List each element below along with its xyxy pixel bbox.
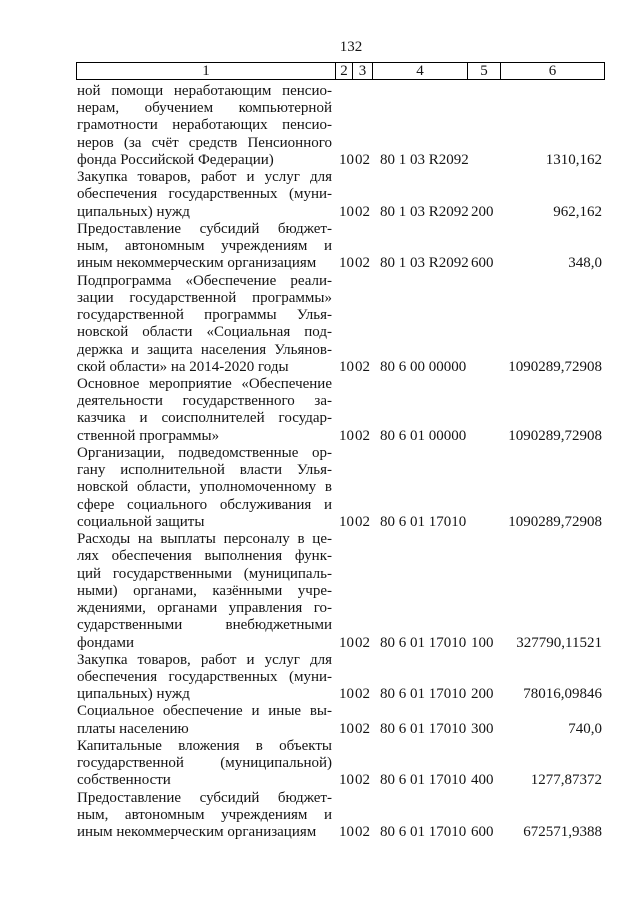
amount-value: 1277,87372 bbox=[530, 772, 602, 789]
section-code: 10 bbox=[339, 358, 354, 375]
description-line: новской области, уполномоченному в bbox=[77, 479, 332, 496]
description-line: обеспечения государственных (муни- bbox=[77, 186, 332, 203]
description-line: иным некоммерческим организациям bbox=[77, 255, 317, 272]
subsection-code: 02 bbox=[355, 720, 370, 737]
amount-value: 1090289,72908 bbox=[508, 427, 602, 444]
description-line: ным, автономным учреждениям и bbox=[77, 806, 332, 823]
description-line: Закупка товаров, работ и услуг для bbox=[77, 169, 332, 186]
subsection-code: 02 bbox=[355, 513, 370, 530]
section-code: 10 bbox=[339, 427, 354, 444]
description-line: Предоставление субсидий бюджет- bbox=[77, 789, 332, 806]
column-header-2: 2 bbox=[335, 63, 352, 79]
description-line: Капитальные вложения в объекты bbox=[77, 737, 332, 754]
description-line: зации государственной программы» bbox=[77, 289, 332, 306]
subsection-code: 02 bbox=[355, 151, 370, 168]
subsection-code: 02 bbox=[355, 772, 370, 789]
amount-value: 1090289,72908 bbox=[508, 358, 602, 375]
description-line: ций государственными (муниципаль- bbox=[77, 565, 332, 582]
row-codes bbox=[0, 204, 640, 221]
target-article-code: 80 6 01 17010 bbox=[380, 720, 467, 737]
target-article-code: 80 6 01 17010 bbox=[380, 686, 467, 703]
target-article-code: 80 6 01 17010 bbox=[380, 634, 467, 651]
description-line: обеспечения государственных (муни- bbox=[77, 668, 332, 685]
table-body bbox=[0, 83, 640, 841]
description-line: Предоставление субсидий бюджет- bbox=[77, 220, 332, 237]
description-line: нерам, обучением компьютерной bbox=[77, 100, 332, 117]
description-line: Социальное обеспечение и иные вы- bbox=[77, 703, 332, 720]
description-line: фондами bbox=[77, 634, 135, 651]
description-line: Подпрограмма «Обеспечение реали- bbox=[77, 272, 332, 289]
description-line: фонда Российской Федерации) bbox=[77, 151, 274, 168]
target-article-code: 80 6 01 17010 bbox=[380, 824, 467, 841]
expense-type-code: 200 bbox=[471, 686, 494, 703]
row-codes bbox=[0, 428, 640, 445]
description-line: Закупка товаров, работ и услуг для bbox=[77, 651, 332, 668]
table-row bbox=[0, 703, 640, 737]
section-code: 10 bbox=[339, 686, 354, 703]
row-codes bbox=[0, 772, 640, 789]
amount-value: 327790,11521 bbox=[516, 634, 602, 651]
target-article-code: 80 6 01 17010 bbox=[380, 772, 467, 789]
table-row bbox=[0, 376, 640, 445]
expense-type-code: 100 bbox=[471, 634, 494, 651]
section-code: 10 bbox=[339, 203, 354, 220]
description-line: Организации, подведомственные ор- bbox=[77, 444, 332, 461]
table-row bbox=[0, 790, 640, 842]
description-line: государственной программы Улья- bbox=[77, 307, 332, 324]
description-line: государственной (муниципальной) bbox=[77, 755, 332, 772]
target-article-code: 80 6 01 00000 bbox=[380, 427, 467, 444]
target-article-code: 80 1 03 R2092 bbox=[380, 255, 469, 272]
row-codes bbox=[0, 359, 640, 376]
row-codes bbox=[0, 721, 640, 738]
section-code: 10 bbox=[339, 255, 354, 272]
subsection-code: 02 bbox=[355, 255, 370, 272]
expense-type-code: 400 bbox=[471, 772, 494, 789]
amount-value: 348,0 bbox=[568, 255, 602, 272]
table-row bbox=[0, 652, 640, 704]
subsection-code: 02 bbox=[355, 686, 370, 703]
amount-value: 740,0 bbox=[568, 720, 602, 737]
page-number: 132 bbox=[339, 39, 363, 55]
table-row bbox=[0, 83, 640, 169]
table-row bbox=[0, 221, 640, 273]
subsection-code: 02 bbox=[355, 824, 370, 841]
description-line: ждениями, органами управления го- bbox=[77, 600, 332, 617]
description-line: гану исполнительной власти Улья- bbox=[77, 462, 332, 479]
description-line: лях обеспечения выполнения функ- bbox=[77, 548, 332, 565]
row-codes bbox=[0, 152, 640, 169]
table-row bbox=[0, 445, 640, 531]
description-line: Расходы на выплаты персоналу в це- bbox=[77, 531, 332, 548]
section-code: 10 bbox=[339, 634, 354, 651]
column-header-6: 6 bbox=[500, 63, 604, 79]
column-header-1: 1 bbox=[202, 63, 210, 79]
expense-type-code: 300 bbox=[471, 720, 494, 737]
table-header bbox=[76, 62, 605, 80]
subsection-code: 02 bbox=[355, 634, 370, 651]
row-codes bbox=[0, 255, 640, 272]
expense-type-code: 200 bbox=[471, 203, 494, 220]
column-header-3: 3 bbox=[352, 63, 372, 79]
expense-type-code: 600 bbox=[471, 824, 494, 841]
row-codes bbox=[0, 635, 640, 652]
description-line: неров (за счёт средств Пенсионного bbox=[77, 134, 332, 151]
description-line: грамотности неработающих пенсио- bbox=[77, 117, 332, 134]
description-line: новской области «Социальная под- bbox=[77, 324, 332, 341]
table-row bbox=[0, 738, 640, 790]
description-line: Основное мероприятие «Обеспечение bbox=[77, 375, 332, 392]
description-line: ципальных) нужд bbox=[77, 686, 190, 703]
table-row bbox=[0, 273, 640, 376]
subsection-code: 02 bbox=[355, 427, 370, 444]
column-header-4: 4 bbox=[372, 63, 467, 79]
description-line: ской области» на 2014-2020 годы bbox=[77, 358, 289, 375]
description-line: иным некоммерческим организациям bbox=[77, 824, 317, 841]
section-code: 10 bbox=[339, 824, 354, 841]
section-code: 10 bbox=[339, 151, 354, 168]
section-code: 10 bbox=[339, 772, 354, 789]
description-line: ной помощи неработающим пенсио- bbox=[77, 83, 332, 99]
target-article-code: 80 1 03 R2092 bbox=[380, 151, 469, 168]
row-codes bbox=[0, 514, 640, 531]
description-line: собственности bbox=[77, 772, 171, 789]
section-code: 10 bbox=[339, 720, 354, 737]
row-codes bbox=[0, 824, 640, 841]
amount-value: 962,162 bbox=[553, 203, 602, 220]
subsection-code: 02 bbox=[355, 358, 370, 375]
description-line: ным, автономным учреждениям и bbox=[77, 238, 332, 255]
expense-type-code: 600 bbox=[471, 255, 494, 272]
description-line: сфере социального обслуживания и bbox=[77, 496, 332, 513]
amount-value: 1090289,72908 bbox=[508, 513, 602, 530]
target-article-code: 80 6 00 00000 bbox=[380, 358, 467, 375]
description-line: ными) органами, казёнными учре- bbox=[77, 582, 332, 599]
description-line: деятельности государственного за- bbox=[77, 393, 332, 410]
description-line: ственной программы» bbox=[77, 427, 220, 444]
amount-value: 78016,09846 bbox=[523, 686, 602, 703]
table-row bbox=[0, 169, 640, 221]
table-row bbox=[0, 531, 640, 652]
description-line: ципальных) нужд bbox=[77, 203, 190, 220]
target-article-code: 80 1 03 R2092 bbox=[380, 203, 469, 220]
description-line: казчика и соисполнителей государ- bbox=[77, 410, 332, 427]
description-line: держка и защита населения Ульянов- bbox=[77, 341, 332, 358]
description-line: социальной защиты bbox=[77, 513, 205, 530]
target-article-code: 80 6 01 17010 bbox=[380, 513, 467, 530]
amount-value: 1310,162 bbox=[545, 151, 602, 168]
section-code: 10 bbox=[339, 513, 354, 530]
amount-value: 672571,9388 bbox=[523, 824, 602, 841]
description-line: платы населению bbox=[77, 720, 189, 737]
subsection-code: 02 bbox=[355, 203, 370, 220]
column-header-5: 5 bbox=[467, 63, 500, 79]
row-codes bbox=[0, 686, 640, 703]
description-line: сударственными внебюджетными bbox=[77, 617, 332, 634]
